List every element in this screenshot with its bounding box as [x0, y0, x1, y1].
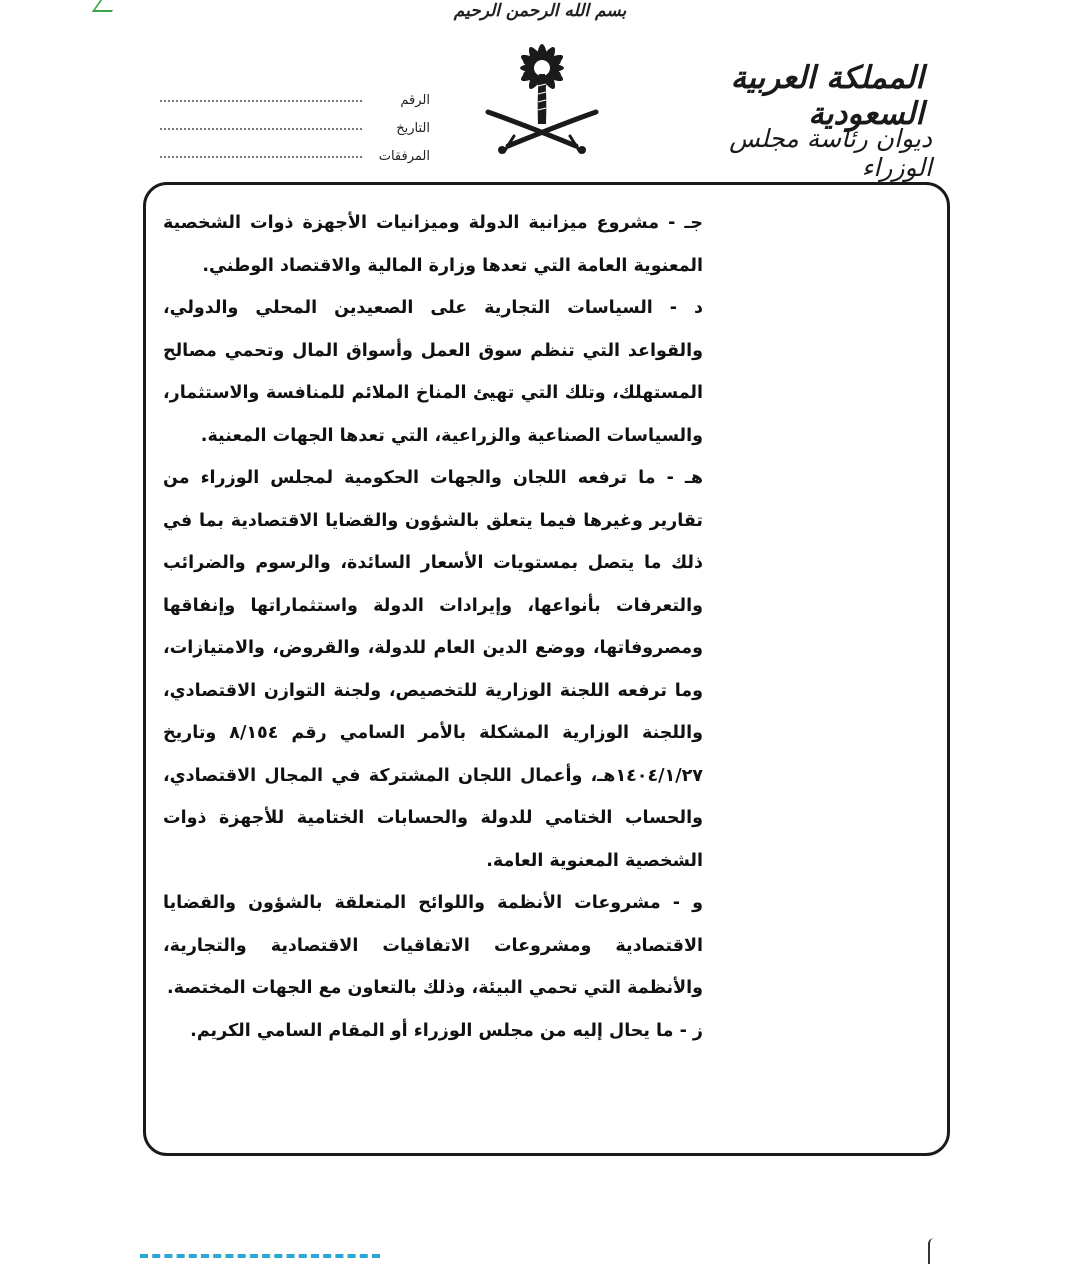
- meta-row-date: [160, 108, 430, 136]
- meta-label: المرفقات: [378, 149, 430, 164]
- meta-row-number: [160, 80, 430, 108]
- palm-swords-emblem-icon: [482, 38, 602, 160]
- clause-letter: د -: [669, 298, 704, 318]
- clause-paragraph: [163, 287, 703, 457]
- footer-accent-line: [140, 1254, 380, 1258]
- clause-letter: و -: [672, 893, 704, 913]
- office-name: ديوان رئاسة مجلس الوزراء: [729, 124, 932, 182]
- meta-label: التاريخ: [396, 121, 430, 136]
- clause-item: [163, 202, 703, 287]
- clause-item: [163, 287, 703, 457]
- meta-value-line: [160, 155, 362, 158]
- footer-mark: [928, 1238, 936, 1264]
- clause-letter: هـ -: [666, 468, 704, 488]
- clause-letter: جـ -: [668, 213, 704, 233]
- clause-text: السياسات التجارية على الصعيدين المحلي والدولي، والقواعد التي تنظم سوق العمل وأسواق المال وتحمي مصالح المستهلك، وتلك التي تهيئ المناخ الملائم للمنافسة والاستثمار، والسياسات الصناعية والزراعية، التي تعدها الجهات المعنية.: [163, 298, 703, 446]
- meta-row-attachments: [160, 136, 430, 164]
- clause-item: [163, 882, 703, 1010]
- meta-value-line: [160, 127, 362, 130]
- clause-text: ما يحال إليه من مجلس الوزراء أو المقام السامي الكريم.: [190, 1020, 674, 1041]
- meta-value-line: [160, 99, 362, 102]
- meta-label: الرقم: [400, 93, 430, 108]
- clause-paragraph: [163, 202, 703, 287]
- clauses-list: [163, 202, 703, 1052]
- clause-text: مشروعات الأنظمة واللوائح المتعلقة بالشؤون والقضايا الاقتصادية ومشروعات الاتفاقيات الاقتصادية والتجارية، والأنظمة التي تحمي البيئة، وذلك بالتعاون مع الجهات المختصة.: [163, 893, 703, 998]
- clause-paragraph: [163, 1010, 703, 1053]
- kingdom-name: المملكة العربية السعودية: [730, 60, 924, 132]
- basmala: بسم الله الرحمن الرحيم: [453, 1, 627, 21]
- clause-paragraph: [163, 882, 703, 1010]
- corner-mark: [92, 0, 120, 12]
- letter-meta-fields: [160, 80, 430, 164]
- clause-item: [163, 1010, 703, 1053]
- clause-item: [163, 457, 703, 882]
- clause-letter: ز -: [679, 1020, 703, 1041]
- clause-text: ما ترفعه اللجان والجهات الحكومية لمجلس الوزراء من تقارير وغيرها فيما يتعلق بالشؤون والقضايا الاقتصادية بما في ذلك ما يتصل بمستويات الأسعار السائدة، والرسوم والضرائب والتعرفات بأنواعها، وإيرادات الدولة واستثماراتها وإنفاقها ومصروفاتها، ووضع الدين العام للدولة، والقروض، والامتيازات، وما ترفعه اللجنة الوزارية للتخصيص، ولجنة التوازن الاقتصادي، واللجنة الوزارية المشكلة بالأمر السامي رقم ٨/١٥٤ وتاريخ ١٤٠٤/١/٢٧هـ، وأعمال اللجان المشتركة في المجال الاقتصادي، والحساب الختامي للدولة والحسابات الختامية للأجهزة ذوات الشخصية المعنوية العامة.: [163, 468, 703, 871]
- clause-paragraph: [163, 457, 703, 882]
- clause-text: مشروع ميزانية الدولة وميزانيات الأجهزة ذوات الشخصية المعنوية العامة التي تعدها وزارة المالية والاقتصاد الوطني.: [163, 213, 703, 276]
